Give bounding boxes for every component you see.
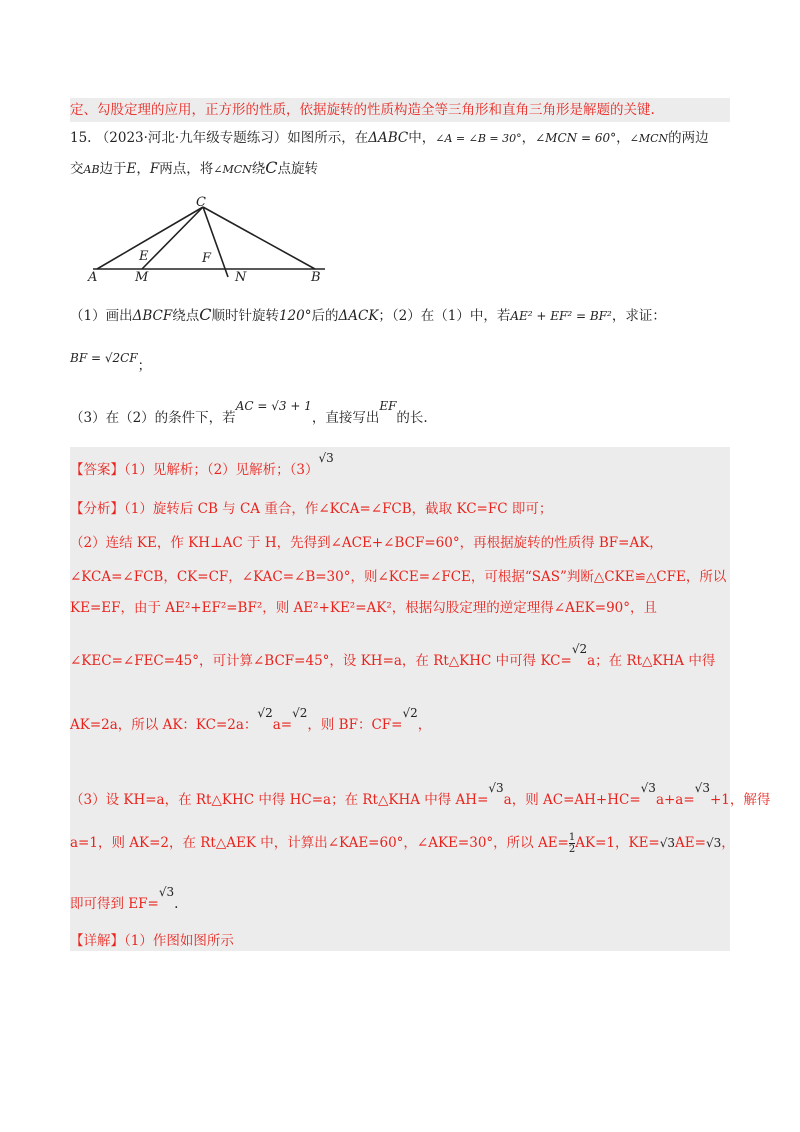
analysis-line-3: ∠KCA=∠FCB，CK=CF，∠KAC=∠B=30°，则∠KCE=∠FCE，可根据“SAS”判断△CKE≌△CFE，所以	[70, 569, 727, 585]
analysis-text: AE=	[675, 835, 706, 851]
analysis-text: （1）旋转后 CB 与 CA 重合，作∠KCA=∠FCB，截取 KC=FC 即可；	[124, 501, 553, 517]
equation-ac: AC = √3 + 1	[235, 399, 312, 413]
label-b: B	[311, 270, 321, 284]
text: 后的	[311, 308, 339, 324]
text: （3）在（2）的条件下，若	[70, 410, 236, 426]
point-e: E	[126, 161, 137, 177]
analysis-line-2: （2）连结 KE，作 KH⊥AC 于 H，先得到∠ACE+∠BCF=60°，再根据旋转的性质得 BF=AK，	[70, 535, 663, 551]
answer-value: √3	[318, 451, 334, 465]
analysis-text: +1，解得	[709, 792, 771, 808]
text: ；（2）在（1）中，若	[378, 308, 511, 324]
problem-number: 15.	[70, 130, 92, 146]
ray-cn	[203, 207, 228, 277]
fraction-denominator: 2	[568, 844, 576, 855]
sqrt-3: √3	[158, 885, 175, 899]
label-f: F	[202, 251, 212, 266]
label-c: C	[196, 195, 206, 210]
analysis-text: a+a=	[655, 792, 695, 808]
point-c: C	[265, 158, 278, 177]
sqrt-2: √2	[571, 642, 588, 656]
problem-line-1	[70, 128, 730, 149]
sqrt-2: √2	[292, 706, 308, 720]
text: 交	[70, 161, 84, 177]
analysis-text: a=1，则 AK=2，在 Rt△AEK 中，计算出∠KAE=60°，∠AKE=30°，所以 AE=	[70, 835, 569, 851]
answer-tag: 【答案】	[70, 462, 124, 478]
analysis-text: （3）设 KH=a，在 Rt△KHC 中得 HC=a；在 Rt△KHA 中得 AH=	[70, 792, 489, 808]
text: 两点，将	[159, 161, 214, 177]
text: 边于	[99, 161, 127, 177]
analysis-line-9	[70, 885, 730, 914]
analysis-line-8	[70, 832, 735, 855]
analysis-line-4: KE=EF，由于 AE²+EF²=BF²，则 AE²+KE²=AK²，根据勾股定理的逆定理得∠AEK=90°，且	[70, 600, 658, 616]
answer-text: （1）见解析；（2）见解析；（3）	[124, 462, 319, 478]
answer-line	[70, 451, 730, 480]
sqrt-2: √2	[257, 706, 273, 720]
point-f: F	[149, 161, 160, 177]
analysis-text: a，则 AC=AH+HC=	[503, 792, 641, 808]
text: 绕点	[172, 308, 200, 324]
side-ac	[97, 207, 203, 269]
text: 绕	[251, 161, 266, 177]
analysis-text: a；在 Rt△KHA 中得	[587, 653, 716, 669]
analysis-text: ，	[417, 717, 432, 733]
angle-mcn-3: ∠MCN	[213, 163, 252, 176]
period: .	[174, 896, 179, 912]
question-1-2	[70, 305, 730, 326]
text: ，直接写出	[311, 410, 380, 426]
triangle-ack: ΔACK	[338, 308, 379, 324]
solution-band	[70, 447, 730, 951]
analysis-line-1	[70, 499, 730, 519]
label-m: M	[135, 270, 149, 284]
angle-mcn: ∠MCN = 60°	[535, 131, 617, 145]
analysis-text: ∠KEC=∠FEC=45°，可计算∠BCF=45°，设 KH=a，在 Rt△KHC 中可得 KC=	[70, 653, 572, 669]
problem-line-2	[70, 158, 730, 180]
sqrt-3: √3	[640, 781, 656, 795]
analysis-line-6	[70, 706, 730, 735]
equation-pythag: AE² + EF² = BF²	[510, 309, 612, 323]
sqrt-3: √3	[705, 836, 722, 850]
detail-text: （1）作图如图所示	[124, 933, 234, 949]
text: ，	[136, 161, 150, 177]
label-e: E	[139, 249, 149, 264]
sqrt-3: √3	[659, 836, 676, 850]
triangle-bcf: ΔBCF	[132, 308, 173, 324]
text: 的长.	[396, 410, 428, 426]
text: 点旋转	[277, 161, 319, 177]
point-c: C	[199, 305, 212, 324]
semicolon: ；	[137, 358, 152, 374]
question-2-claim	[70, 348, 730, 374]
geometry-figure	[85, 192, 345, 284]
text: ，求证：	[611, 308, 666, 324]
problem-source: （2023·河北·九年级专题练习）如图所示，在	[95, 130, 369, 146]
text: 顺时针旋转	[211, 308, 279, 324]
analysis-text: ，则 BF：CF=	[307, 717, 403, 733]
sqrt-2: √2	[402, 706, 418, 720]
detail-line	[70, 931, 730, 951]
analysis-text: 即可得到 EF=	[70, 896, 159, 912]
angle-120: 120°	[278, 308, 312, 324]
analysis-text: ，	[721, 835, 735, 851]
analysis-text: AK=1，KE=	[575, 835, 660, 851]
label-a: A	[88, 270, 98, 284]
sqrt-3: √3	[488, 781, 504, 795]
sqrt-3: √3	[694, 781, 710, 795]
label-n: N	[235, 270, 247, 284]
detail-tag: 【详解】	[70, 933, 124, 949]
fraction-numerator: 1	[568, 832, 576, 843]
text-zhong: 中，	[408, 130, 436, 146]
text-two-sides: 的两边	[668, 130, 709, 146]
side-cb	[203, 207, 315, 269]
analysis-tag: 【分析】	[70, 501, 124, 517]
equation-bf-cf: BF = √2CF	[70, 351, 138, 365]
question-3	[70, 399, 730, 428]
text: （1）画出	[70, 308, 133, 324]
angle-mcn-2: ∠MCN	[629, 132, 669, 145]
intro-line: 定、勾股定理的应用，正方形的性质，依据旋转的性质构造全等三角形和直角三角形是解题的关键.	[70, 102, 655, 118]
triangle-abc: ΔABC	[368, 130, 409, 146]
analysis-text: AK=2a，所以 AK：KC=2a：	[70, 717, 258, 733]
comma: ，	[521, 130, 536, 146]
segment-ef: EF	[379, 399, 397, 413]
figure-lines	[93, 207, 325, 277]
analysis-line-7	[70, 781, 771, 810]
analysis-text: a=	[272, 717, 293, 733]
angle-ab: ∠A = ∠B = 30°	[435, 132, 522, 145]
comma: ，	[616, 130, 630, 146]
analysis-line-5	[70, 642, 730, 671]
segment-ab: AB	[83, 163, 100, 176]
